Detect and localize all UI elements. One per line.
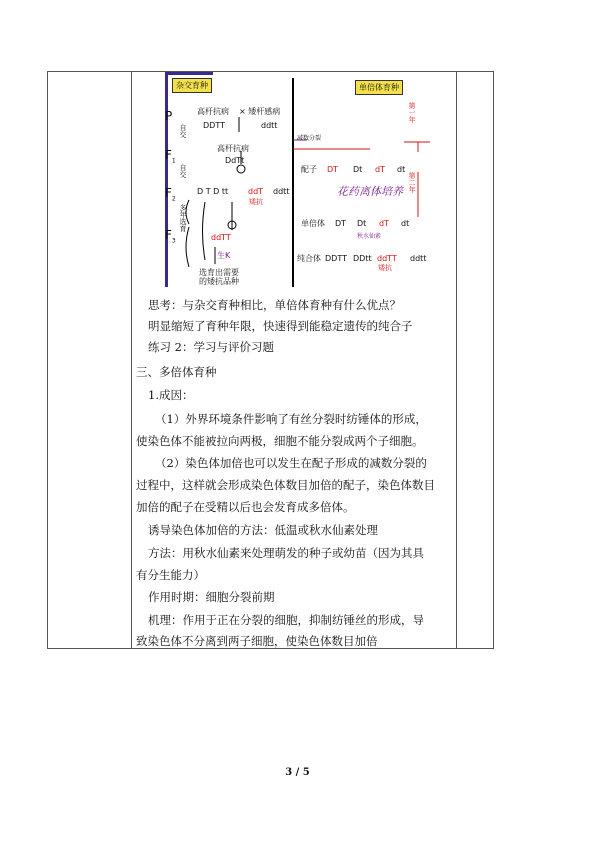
pure-label: 纯合体 (297, 254, 321, 263)
haploid-2: Dt (357, 219, 367, 228)
line-4: 三、多倍体育种 (136, 365, 217, 379)
line-10: 加倍的配子在受精以后也会发育成多倍体。 (136, 500, 355, 514)
line-16: 致染色体不分离到两子细胞，使染色体数目加倍 (136, 634, 378, 648)
gamete-1: DT (327, 165, 339, 174)
gen-P: P (165, 109, 173, 123)
line-7: 使染色体不能被拉向两极，细胞不能分裂成两个子细胞。 (136, 434, 424, 448)
line-11: 诱导染色体加倍的方法：低温或秋水仙素处理 (148, 523, 378, 537)
gen-F3: $F_3$ (165, 228, 176, 245)
haploid-1: DT (335, 219, 347, 228)
f2-last-genotype: ddtt (273, 187, 290, 196)
f3-label: 生K (217, 251, 231, 260)
cross-text: 高杆抗病 (197, 107, 229, 116)
pure-1: DDTT (325, 254, 347, 263)
meiosis-label: 减数分裂 (297, 135, 322, 142)
line-5: 1.成因： (148, 388, 194, 402)
p2-genotype: ddtt (261, 121, 278, 130)
side-label-2: 自交 (179, 164, 187, 178)
right-title: 单倍体育种 (355, 80, 403, 95)
line-12: 方法：用秋水仙素来处理萌发的种子或幼苗（因为其具 (148, 546, 424, 560)
line-9: 过程中，这样就会形成染色体数目加倍的配子，染色体数目 (136, 478, 435, 492)
pure-2: DDtt (353, 254, 372, 263)
left-title: 杂交育种 (172, 78, 212, 93)
pure-red-label: 矮抗 (378, 264, 392, 272)
final-label-1: 选育出需要 (199, 268, 239, 277)
gamete-3: dT (375, 165, 385, 174)
f2-red-genotype: ddT (248, 187, 264, 196)
line-3: 练习 2：学习与评价习题 (148, 340, 274, 354)
f1-phenotype: 高杆抗病 (217, 144, 249, 153)
pure-4: ddtt (410, 254, 427, 263)
side-label-3: 多年选育 (179, 204, 187, 232)
side-label-1: 自交 (179, 124, 187, 138)
column-divider-1 (131, 72, 132, 648)
haploid-4: dt (401, 219, 410, 228)
f3-genotype: ddTT (211, 233, 231, 242)
line-1: 思考：与杂交育种相比，单倍体育种有什么优点？ (148, 298, 401, 312)
page-number: 3 / 5 (285, 767, 310, 778)
anther-culture-label: 花药离体培养 (337, 185, 403, 198)
breeding-diagram (165, 72, 430, 287)
haploid-3: dT (379, 219, 389, 228)
f2-genotypes: D T D tt (197, 187, 229, 196)
f2-red-label: 矮抗 (249, 198, 263, 206)
gen-F2: $F_2$ (165, 186, 176, 203)
gamete-4: dt (397, 165, 406, 174)
final-label-2: 的矮抗品种 (199, 277, 239, 286)
cross-symbol: × 矮杆感病 (239, 107, 281, 116)
line-15: 机理：作用于正在分裂的细胞，抑制纺锤丝的形成，导 (148, 613, 424, 627)
column-divider-2 (456, 72, 457, 648)
right-side-label: 第一年 (408, 102, 416, 123)
colchicine-label: 秋水仙素 (357, 233, 382, 240)
pure-3: ddTT (377, 254, 397, 263)
line-14: 作用时期：细胞分裂前期 (148, 590, 275, 604)
line-8: （2）染色体加倍也可以发生在配子形成的减数分裂的 (155, 456, 427, 470)
line-13: 有分生能力） (136, 568, 205, 582)
line-2: 明显缩短了育种年限，快速得到能稳定遗传的纯合子 (148, 319, 413, 333)
right-side-label-2: 第二年 (408, 172, 416, 193)
haploid-label: 单倍体 (301, 219, 325, 228)
line-6: （1）外界环境条件影响了有丝分裂时纺锤体的形成， (155, 412, 427, 426)
p1-genotype: DDTT (203, 121, 225, 130)
f1-genotype: DdTt (225, 156, 245, 165)
gametes-label: 配子 (301, 165, 317, 174)
gamete-2: Dt (353, 165, 363, 174)
gen-F1: $F_1$ (165, 148, 176, 165)
